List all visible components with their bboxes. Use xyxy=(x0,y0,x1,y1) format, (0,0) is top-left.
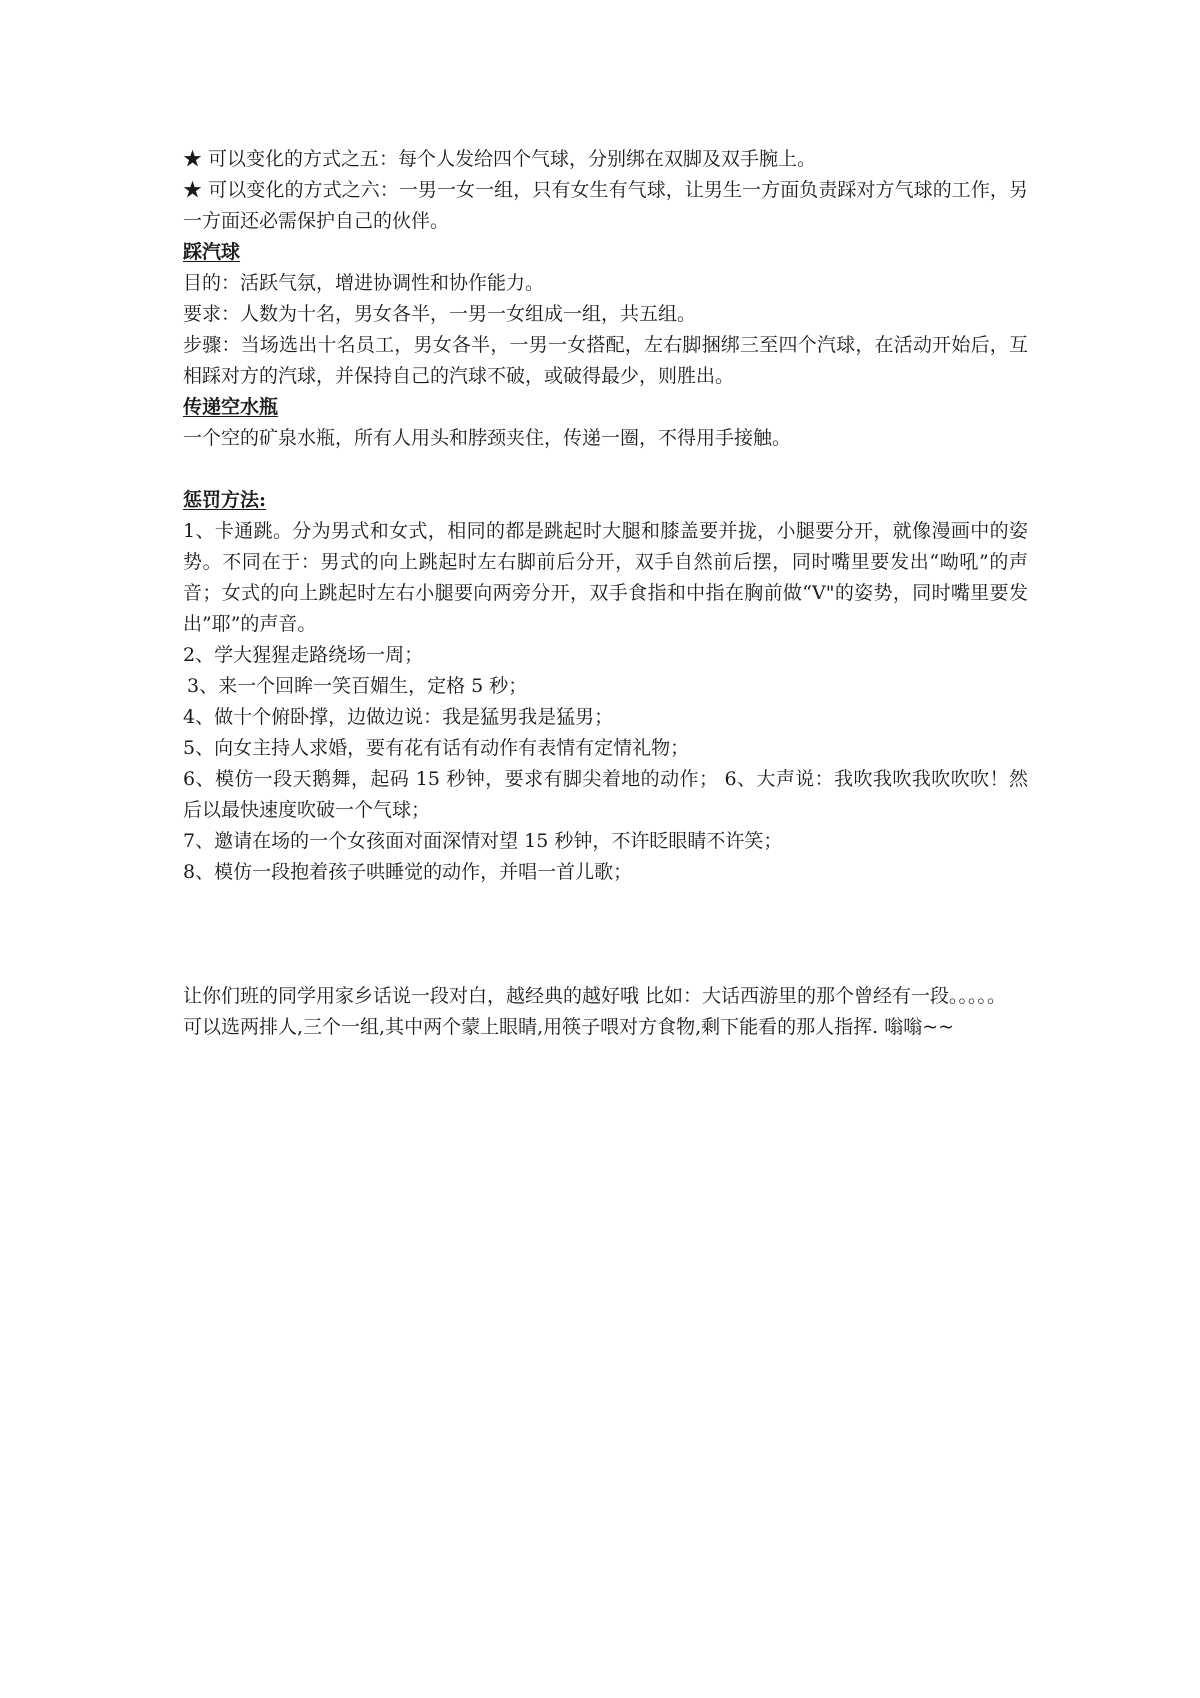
punishment-item: 1、卡通跳。分为男式和女式，相同的都是跳起时大腿和膝盖要并拢，小腿要分开，就像漫画中的姿势。不同在于：男式的向上跳起时左右脚前后分开，双手自然前后摆，同时嘴里要发出“呦吼”的声音；女式的向上跳起时左右小腿要向两旁分开，双手食指和中指在胸前做“V"的姿势，同时嘴里要发出”耶”的声音。 xyxy=(183,520,1028,635)
stomp-balloon-requirement: 要求：人数为十名，男女各半，一男一女组成一组，共五组。 xyxy=(183,303,697,325)
variation-5: ★ 可以变化的方式之五：每个人发给四个气球，分别绑在双脚及双手腕上。 xyxy=(183,148,817,170)
extra-idea: 可以选两排人,三个一组,其中两个蒙上眼睛,用筷子喂对方食物,剩下能看的那人指挥. 嗡嗡~~ xyxy=(183,1016,955,1038)
variation-6: ★ 可以变化的方式之六：一男一女一组，只有女生有气球，让男生一方面负责踩对方气球的工作，另一方面还必需保护自己的伙伴。 xyxy=(183,179,1028,232)
punishment-item: 5、向女主持人求婚，要有花有话有动作有表情有定情礼物； xyxy=(183,737,690,759)
stomp-balloon-purpose: 目的：活跃气氛，增进协调性和协作能力。 xyxy=(183,272,545,294)
extra-idea: 让你们班的同学用家乡话说一段对白，越经典的越好哦 比如：大话西游里的那个曾经有一段。。。。。 xyxy=(183,985,1007,1007)
spacer xyxy=(183,888,1028,981)
punishment-item: 7、邀请在场的一个女孩面对面深情对望 15 秒钟，不许眨眼睛不许笑； xyxy=(183,830,783,852)
punishment-item: 4、做十个俯卧撑，边做边说：我是猛男我是猛男； xyxy=(183,706,614,728)
punishment-item: 3、来一个回眸一笑百媚生，定格 5 秒； xyxy=(187,675,528,697)
punishment-item: 8、模仿一段抱着孩子哄睡觉的动作，并唱一首儿歌； xyxy=(183,861,633,883)
spacer xyxy=(183,454,1028,485)
stomp-balloon-heading: 踩汽球 xyxy=(183,241,241,263)
pass-bottle-description: 一个空的矿泉水瓶，所有人用头和脖颈夹住，传递一圈，不得用手接触。 xyxy=(183,427,792,449)
document-page xyxy=(183,144,1028,1043)
punishment-item: 2、学大猩猩走路绕场一周； xyxy=(183,644,424,666)
punishment-item: 6、模仿一段天鹅舞，起码 15 秒钟，要求有脚尖着地的动作； 6、大声说：我吹我吹我吹吹吹！然后以最快速度吹破一个气球； xyxy=(183,768,1028,821)
pass-bottle-heading: 传递空水瓶 xyxy=(183,396,279,418)
punishments-heading: 惩罚方法: xyxy=(183,489,267,511)
stomp-balloon-steps: 步骤：当场选出十名员工，男女各半，一男一女搭配，左右脚捆绑三至四个汽球，在活动开始后，互相踩对方的汽球，并保持自己的汽球不破，或破得最少，则胜出。 xyxy=(183,334,1028,387)
